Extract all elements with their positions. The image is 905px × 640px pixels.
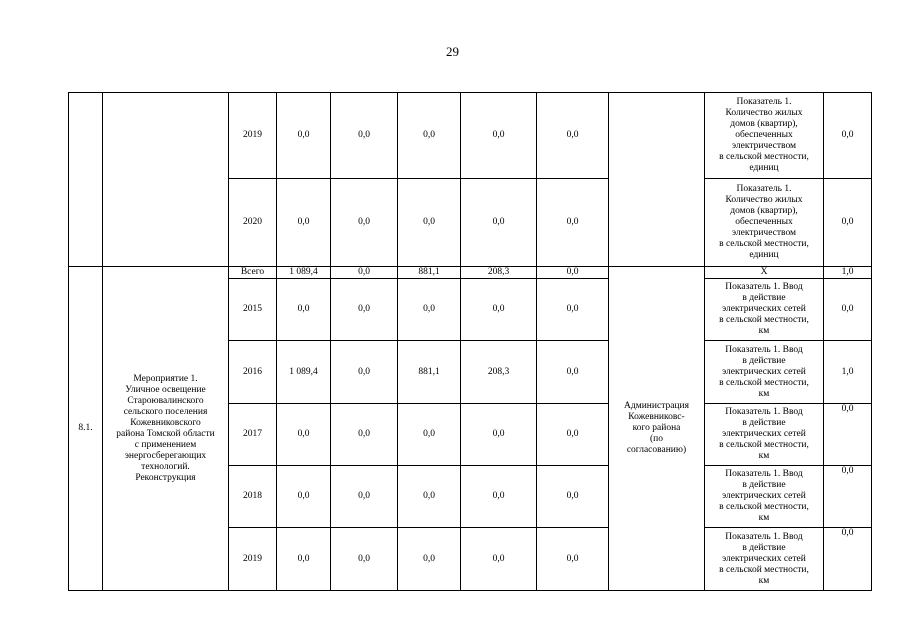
total-cell: 1 089,4	[277, 267, 331, 279]
total-cell: 1 089,4	[277, 341, 331, 404]
amount-cell: 0,0	[398, 466, 461, 528]
amount-cell: 0,0	[537, 267, 609, 279]
total-cell: 0,0	[277, 93, 331, 179]
year-cell: 2020	[229, 179, 277, 267]
year-cell: 2019	[229, 528, 277, 591]
amount-cell: 0,0	[537, 528, 609, 591]
executor-cell: Администрация Кожевниковс- кого района (по согласованию)	[609, 267, 705, 591]
empty-executor-cell	[609, 93, 705, 267]
amount-cell: 0,0	[537, 93, 609, 179]
table-row	[69, 267, 872, 279]
year-cell: 2015	[229, 279, 277, 341]
amount-cell: 0,0	[461, 466, 537, 528]
indicator-cell: Показатель 1. Ввод в действие электрических сетей в сельской местности, км	[705, 404, 824, 466]
indicator-cell: Показатель 1. Ввод в действие электрических сетей в сельской местности, км	[705, 279, 824, 341]
amount-cell: 0,0	[331, 404, 398, 466]
amount-cell: 208,3	[461, 267, 537, 279]
amount-cell: 0,0	[537, 466, 609, 528]
amount-cell: 0,0	[331, 466, 398, 528]
year-cell: 2018	[229, 466, 277, 528]
measure-number: 8.1.	[69, 267, 103, 591]
indicator-cell: Показатель 1. Ввод в действие электрических сетей в сельской местности, км	[705, 466, 824, 528]
amount-cell: 0,0	[398, 279, 461, 341]
total-cell: 0,0	[277, 528, 331, 591]
year-cell: 2016	[229, 341, 277, 404]
year-cell: 2017	[229, 404, 277, 466]
year-cell: 2019	[229, 93, 277, 179]
indicator-cell: Показатель 1. Количество жилых домов (квартир), обеспеченных электричеством в сельской местности, единиц	[705, 179, 824, 267]
amount-cell: 0,0	[537, 404, 609, 466]
amount-cell: 0,0	[537, 279, 609, 341]
indicator-value-cell: 1,0	[824, 267, 872, 279]
amount-cell: 0,0	[461, 179, 537, 267]
amount-cell: 0,0	[331, 179, 398, 267]
empty-description-cell	[103, 93, 229, 267]
indicator-cell: Показатель 1. Количество жилых домов (квартир), обеспеченных электричеством в сельской местности, единиц	[705, 93, 824, 179]
indicator-value-cell: 0,0	[824, 466, 872, 528]
amount-cell: 0,0	[331, 267, 398, 279]
indicator-value-cell: 0,0	[824, 404, 872, 466]
indicator-cell: Показатель 1. Ввод в действие электрических сетей в сельской местности, км	[705, 341, 824, 404]
total-cell: 0,0	[277, 404, 331, 466]
table-row	[69, 93, 872, 179]
amount-cell: 0,0	[537, 179, 609, 267]
amount-cell: 0,0	[461, 279, 537, 341]
amount-cell: 0,0	[331, 341, 398, 404]
amount-cell: 208,3	[461, 341, 537, 404]
indicator-value-cell: 0,0	[824, 528, 872, 591]
indicator-cell: Показатель 1. Ввод в действие электрических сетей в сельской местности, км	[705, 528, 824, 591]
indicator-value-cell: 1,0	[824, 341, 872, 404]
amount-cell: 0,0	[461, 528, 537, 591]
amount-cell: 0,0	[398, 93, 461, 179]
amount-cell: 0,0	[331, 279, 398, 341]
total-cell: 0,0	[277, 179, 331, 267]
total-cell: 0,0	[277, 279, 331, 341]
amount-cell: 881,1	[398, 267, 461, 279]
amount-cell: 0,0	[461, 404, 537, 466]
page-number: 29	[446, 44, 459, 59]
measure-description: Мероприятие 1. Уличное освещение Староювалинского сельского поселения Кожевниковского района Томской области с применением энергосберегающих технологий. Реконструкция	[103, 267, 229, 591]
indicator-cell: Х	[705, 267, 824, 279]
empty-number-cell	[69, 93, 103, 267]
amount-cell: 0,0	[461, 93, 537, 179]
amount-cell: 0,0	[398, 404, 461, 466]
amount-cell: 0,0	[398, 528, 461, 591]
amount-cell: 881,1	[398, 341, 461, 404]
amount-cell: 0,0	[331, 528, 398, 591]
total-cell: 0,0	[277, 466, 331, 528]
indicator-value-cell: 0,0	[824, 279, 872, 341]
amount-cell: 0,0	[331, 93, 398, 179]
amount-cell: 0,0	[398, 179, 461, 267]
indicator-value-cell: 0,0	[824, 179, 872, 267]
program-table	[68, 92, 872, 591]
indicator-value-cell: 0,0	[824, 93, 872, 179]
amount-cell: 0,0	[537, 341, 609, 404]
year-cell: Всего	[229, 267, 277, 279]
